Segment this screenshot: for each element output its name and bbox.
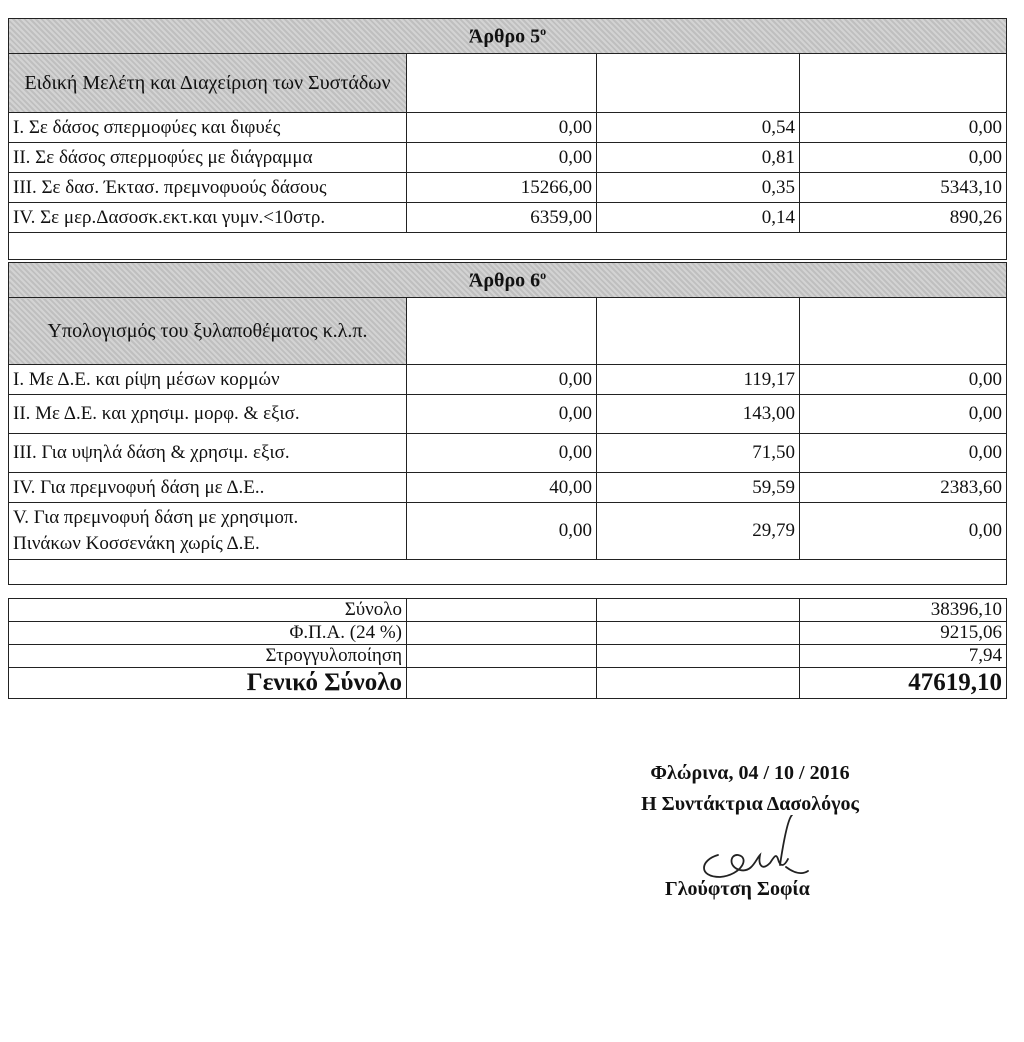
empty-cell bbox=[597, 622, 800, 645]
empty-cell bbox=[407, 645, 597, 668]
value-cell: 0,00 bbox=[407, 503, 597, 560]
value-cell: 890,26 bbox=[800, 203, 1007, 233]
value-cell: 0,00 bbox=[407, 395, 597, 434]
spacer-row bbox=[9, 233, 1007, 260]
value-cell: 29,79 bbox=[597, 503, 800, 560]
value-cell: 0,00 bbox=[407, 113, 597, 143]
empty-cell bbox=[597, 645, 800, 668]
value-cell: 119,17 bbox=[597, 365, 800, 395]
grand-total-label: Γενικό Σύνολο bbox=[9, 668, 407, 699]
table-row bbox=[9, 365, 1007, 395]
grand-total-value: 47619,10 bbox=[800, 668, 1007, 699]
empty-cell bbox=[597, 599, 800, 622]
empty-cell bbox=[800, 298, 1007, 365]
value-cell: 0,35 bbox=[597, 173, 800, 203]
table-row bbox=[9, 473, 1007, 503]
row-label: ΙΙ. Με Δ.Ε. και χρησιμ. μορφ. & εξισ. bbox=[9, 395, 407, 434]
rounding-value: 7,94 bbox=[800, 645, 1007, 668]
table-row bbox=[9, 599, 1007, 622]
value-cell: 0,14 bbox=[597, 203, 800, 233]
value-cell: 40,00 bbox=[407, 473, 597, 503]
empty-cell bbox=[597, 668, 800, 699]
article6-title: Άρθρο $6^o$ bbox=[9, 263, 1007, 298]
empty-cell bbox=[407, 668, 597, 699]
value-cell: 0,00 bbox=[800, 113, 1007, 143]
value-cell: 0,00 bbox=[800, 143, 1007, 173]
value-cell: 6359,00 bbox=[407, 203, 597, 233]
table-row bbox=[9, 203, 1007, 233]
vat-label: Φ.Π.Α. (24 %) bbox=[9, 622, 407, 645]
value-cell: 0,81 bbox=[597, 143, 800, 173]
empty-cell bbox=[597, 298, 800, 365]
signer-role: Η Συντάκτρια Δασολόγος bbox=[641, 793, 859, 815]
value-cell: 0,00 bbox=[407, 434, 597, 473]
rounding-label: Στρογγυλοποίηση bbox=[9, 645, 407, 668]
value-cell: 0,00 bbox=[800, 365, 1007, 395]
empty-cell bbox=[597, 54, 800, 113]
value-cell: 143,00 bbox=[597, 395, 800, 434]
article6-table bbox=[8, 262, 1007, 585]
article5-heading: Ειδική Μελέτη και Διαχείριση των Συστάδων bbox=[9, 54, 407, 113]
table-row bbox=[9, 645, 1007, 668]
row-label: ΙΙΙ. Σε δασ. Έκτασ. πρεμνοφυούς δάσους bbox=[9, 173, 407, 203]
signature-block bbox=[600, 758, 900, 820]
table-row bbox=[9, 668, 1007, 699]
table-row bbox=[9, 503, 1007, 560]
row-label: ΙV. Σε μερ.Δασοσκ.εκτ.και γυμν.<10στρ. bbox=[9, 203, 407, 233]
vat-value: 9215,06 bbox=[800, 622, 1007, 645]
value-cell: 0,00 bbox=[800, 395, 1007, 434]
value-cell: 0,00 bbox=[407, 365, 597, 395]
row-label: ΙV. Για πρεμνοφυή δάση με Δ.Ε.. bbox=[9, 473, 407, 503]
value-cell: 0,00 bbox=[800, 434, 1007, 473]
row-label: Ι. Με Δ.Ε. και ρίψη μέσων κορμών bbox=[9, 365, 407, 395]
value-cell: 0,00 bbox=[800, 503, 1007, 560]
empty-cell bbox=[407, 622, 597, 645]
table-row bbox=[9, 113, 1007, 143]
article5-title: Άρθρο $5^o$ bbox=[9, 19, 1007, 54]
value-cell: 59,59 bbox=[597, 473, 800, 503]
table-row bbox=[9, 395, 1007, 434]
table-row bbox=[9, 143, 1007, 173]
row-label-line: Πινάκων Κοσσενάκη χωρίς Δ.Ε. bbox=[13, 533, 260, 554]
article5-table bbox=[8, 18, 1007, 260]
sum-value: 38396,10 bbox=[800, 599, 1007, 622]
empty-cell bbox=[407, 54, 597, 113]
row-label: Ι. Σε δάσος σπερμοφύες και διφυές bbox=[9, 113, 407, 143]
value-cell: 71,50 bbox=[597, 434, 800, 473]
empty-cell bbox=[407, 599, 597, 622]
row-label-line: V. Για πρεμνοφυή δάση με χρησιμοπ. bbox=[13, 507, 299, 528]
empty-cell bbox=[407, 298, 597, 365]
place-date: Φλώρινα, 04 / 10 / 2016 bbox=[650, 762, 850, 784]
value-cell: 2383,60 bbox=[800, 473, 1007, 503]
totals-table bbox=[8, 598, 1007, 699]
article6-heading: Υπολογισμός του ξυλαποθέματος κ.λ.π. bbox=[9, 298, 407, 365]
sum-label: Σύνολο bbox=[9, 599, 407, 622]
spacer-row bbox=[9, 560, 1007, 585]
signer-name: Γλούφτση Σοφία bbox=[665, 878, 810, 900]
row-label: ΙΙΙ. Για υψηλά δάση & χρησιμ. εξισ. bbox=[9, 434, 407, 473]
row-label: ΙΙ. Σε δάσος σπερμοφύες με διάγραμμα bbox=[9, 143, 407, 173]
table-row bbox=[9, 622, 1007, 645]
table-row bbox=[9, 173, 1007, 203]
table-row bbox=[9, 434, 1007, 473]
empty-cell bbox=[800, 54, 1007, 113]
value-cell: 0,54 bbox=[597, 113, 800, 143]
value-cell: 0,00 bbox=[407, 143, 597, 173]
row-label bbox=[9, 503, 407, 560]
value-cell: 5343,10 bbox=[800, 173, 1007, 203]
value-cell: 15266,00 bbox=[407, 173, 597, 203]
